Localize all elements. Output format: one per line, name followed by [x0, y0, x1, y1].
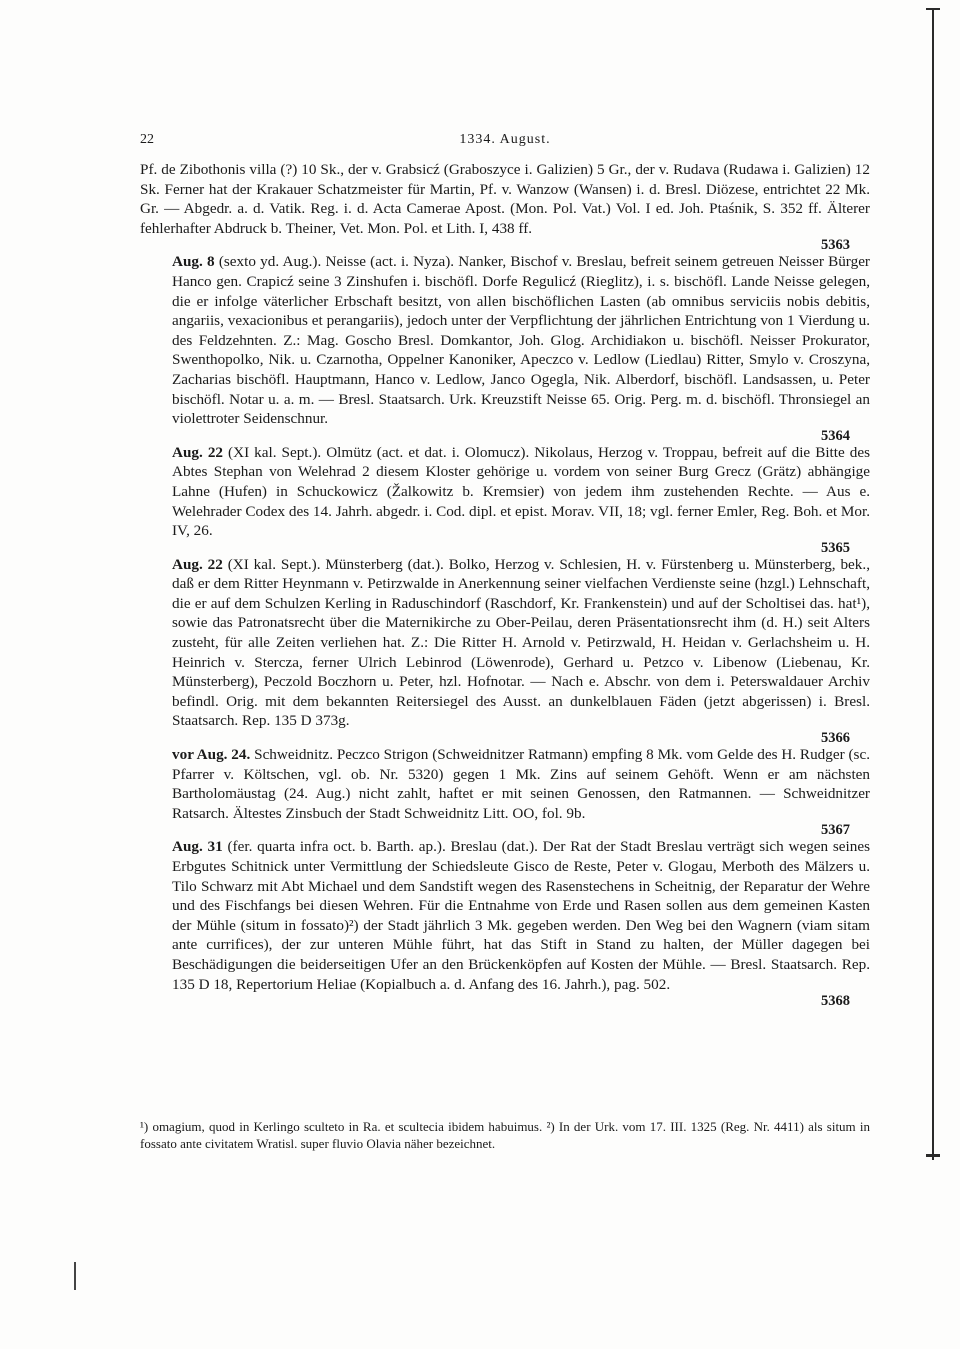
entry-date: Aug. 31: [172, 838, 223, 856]
entry-text: (fer. quarta infra oct. b. Barth. ap.). Breslau (dat.). Der Rat der Stadt Breslau verträgt sich wegen seines Erbgutes Schitnick unter Vermittlung der Schiedsleute Gisco de Reste, Peter v. Glogau, Merboth des Mälzers u. Tilo Schwarz mit Abt Michael und dem Sandstift wegen des Rasenstechens in Scheitnig, der Reparatur der Wehre und des Fischfangs bei diesen Wehren. Für die Entnahme von Erde und Rasen sollen aus dem gemeinen Kasten der Mühle (situm in fossato)²) der Stadt jährlich 3 Mk. gegeben werden. Den Weg bei den Wagnern (viam sitam ante currifices), der zur unteren Mühle führt, hat das Stift in Stand zu halten, der Müller dagegen bei Beschädigungen die beiderseitigen Ufer an den Brückenköpfen auf Kosten der Mühle. — Bresl. Staatsarch. Rep. 135 D 18, Repertorium Heliae (Kopialbuch a. d. Anfang des 16. Jahrh.), pag. 502.: [172, 838, 870, 993]
page-number: 22: [140, 132, 154, 147]
document-page: [140, 132, 870, 1008]
footnotes: ¹) omagium, quod in Kerlingo sculteto in Ra. et scultecia ibidem habuimus. ²) In der Urk. vom 17. III. 1325 (Reg. Nr. 4411) als situm in fossato ante civitatem Wratisl. super fluvio Olavia näher bezeichnet.: [140, 1119, 870, 1151]
entry-date: vor Aug. 24.: [172, 746, 251, 764]
entry-5364: [140, 443, 870, 541]
entry-text: (XI kal. Sept.). Münsterberg (dat.). Bolko, Herzog v. Schlesien, H. v. Fürstenberg u. Münsterberg, bek., daß er dem Ritter Heynmann v. Petirzwalde in Anerkennung seiner vielfachen Verdienste seine (hzgl.) Lehnschaft, die er auf dem Schulzen Kerling in Raduschindorf (Raschdorf, Kr. Frankenstein) und auf der Scholtisei das. hat¹), sowie das Patronatsrecht über die Maternikirche zu Ober-Peilau, deren Präsentationsrecht ihm (d. H.) seit Alters zusteht, für alle Zeiten verliehen hat. Z.: Die Ritter H. Arnold v. Petirzwald, H. Heidan v. Gerlachsheim u. H. Heinrich v. Stercza, ferner Ulrich Lebinrod (Löwenrode), Gerhard u. Petzco v. Libenow (Liebenau, Kr. Münsterberg), Peczold Boczhorn u. Peter, hzl. Hofnotar. — Nach e. Abschr. von dem i. Peterswaldauer Archiv befindl. Orig. mit dem bekannten Reitersiegel des Ausst. an dunkelblauen Fäden (jetzt abgerissen) i. Bresl. Staatsarch. Rep. 135 D 373g.: [172, 555, 870, 730]
entry-date: Aug. 22: [172, 555, 223, 573]
entry-5367: [140, 837, 870, 994]
entry-number: 5368: [821, 993, 850, 1010]
body-text: [140, 160, 870, 1008]
entry-number: 5366: [821, 730, 850, 747]
entry-text: (sexto yd. Aug.). Neisse (act. i. Nyza). Nanker, Bischof v. Breslau, befreit seinem getreuen Neisser Bürger Hanco gen. Crapicź seine 3 Zinshufen i. bischöfl. Dorfe Regulicź (Rieglitz), i. s. bischöfl. Lande Neisse gelegen, die er infolge väterlicher Erbschaft besitzt, von allen bischöflichen Lasten (ab omnibus serviciis nobis debitis, angariis, vexacionibus et perangariis), jedoch unter der Verpflichtung der jährlichen Entrichtung von 1 Vierdung u. des Feldzehnten. Z.: Mag. Goscho Bresl. Domkantor, Joh. Glog. Archidiakon u. bischöfl. Neisser Prokurator, Swenthopolko, Nik. u. Czarnotha, Oppelner Kanoniker, Apeczco v. Ledlow (Liedlau) Ritter, Smylo v. Croszyna, Zacharias bischöfl. Hauptmann, Hanco v. Ledlow, Janco Ogegla, Nik. Alberdorf, bischöfl. Landsassen, u. Peter bischöfl. Notar u. a. m. — Bresl. Staatsarch. Urk. Kreuzstift Neisse 65. Orig. Perg. m. d. bischöfl. Thronsiegel an violettroter Seidenschnur.: [172, 253, 870, 428]
entry-5366: [140, 745, 870, 823]
entry-text: (XI kal. Sept.). Olmütz (act. et dat. i. Olomucz). Nikolaus, Herzog v. Troppau, befreit auf die Bitte des Abtes Stephan von Welehrad 2 diesem Kloster gehörige u. vordem von seiner Burg Grecz (Grätz) abhängige Lahne (Hufen) in Schuckowicz (Žalkowitz b. Kremsier) von jedem ihm zustehenden Rechte. — Aus e. Welehrader Codex des 14. Jahrh. abgedr. i. Cod. dipl. et epist. Morav. VII, 18; vgl. ferner Emler, Reg. Boh. et Mor. IV, 26.: [172, 443, 870, 540]
entry-date: Aug. 22: [172, 443, 224, 461]
page-header: [140, 132, 870, 154]
entry-number: 5367: [821, 822, 850, 839]
lead-paragraph: Pf. de Zibothonis villa (?) 10 Sk., der v. Grabsicź (Graboszyce i. Galizien) 5 Gr., der v. Rudava (Rudawa i. Galizien) 12 Sk. Ferner hat der Krakauer Schatzmeister für Martin, Pf. v. Wanzow (Wansen) i. d. Bresl. Diözese, entrichtet 22 Mk. Gr. — Abgedr. a. d. Vatik. Reg. i. d. Acta Camerae Apost. (Mon. Pol. Vat.) Vol. I ed. Joh. Ptaśnik, S. 352 ff. Älterer fehlerhafter Abdruck b. Theiner, Vet. Mon. Pol. et Lith. I, 438 ff.: [140, 161, 870, 237]
entry-date: Aug. 8: [172, 253, 215, 271]
entry-number: 5363: [821, 237, 850, 254]
entry-number: 5364: [821, 427, 850, 444]
left-margin-mark: [74, 1262, 76, 1290]
entry-5363: [140, 252, 870, 428]
right-margin-rule-bottom: [926, 1154, 940, 1157]
entry-number: 5365: [821, 539, 850, 556]
right-margin-rule: [932, 10, 934, 1160]
entry-text: Schweidnitz. Peczco Strigon (Schweidnitzer Ratmann) empfing 8 Mk. vom Gelde des H. Rudger (sc. Pfarrer v. Költschen, vgl. ob. Nr. 5320) gegen 1 Mk. Zins auf seinem Gehöft. Wenn er am nächsten Bartholomäustag (24. Aug.) nicht zahlt, haftet er mit seinen Genossen, den Ratmannen. — Schweidnitzer Ratsarch. Ältestes Zinsbuch der Stadt Schweidnitz Litt. OO, fol. 9b.: [172, 746, 870, 822]
running-head: 1334. August.: [459, 132, 551, 147]
entry-5365: [140, 555, 870, 731]
